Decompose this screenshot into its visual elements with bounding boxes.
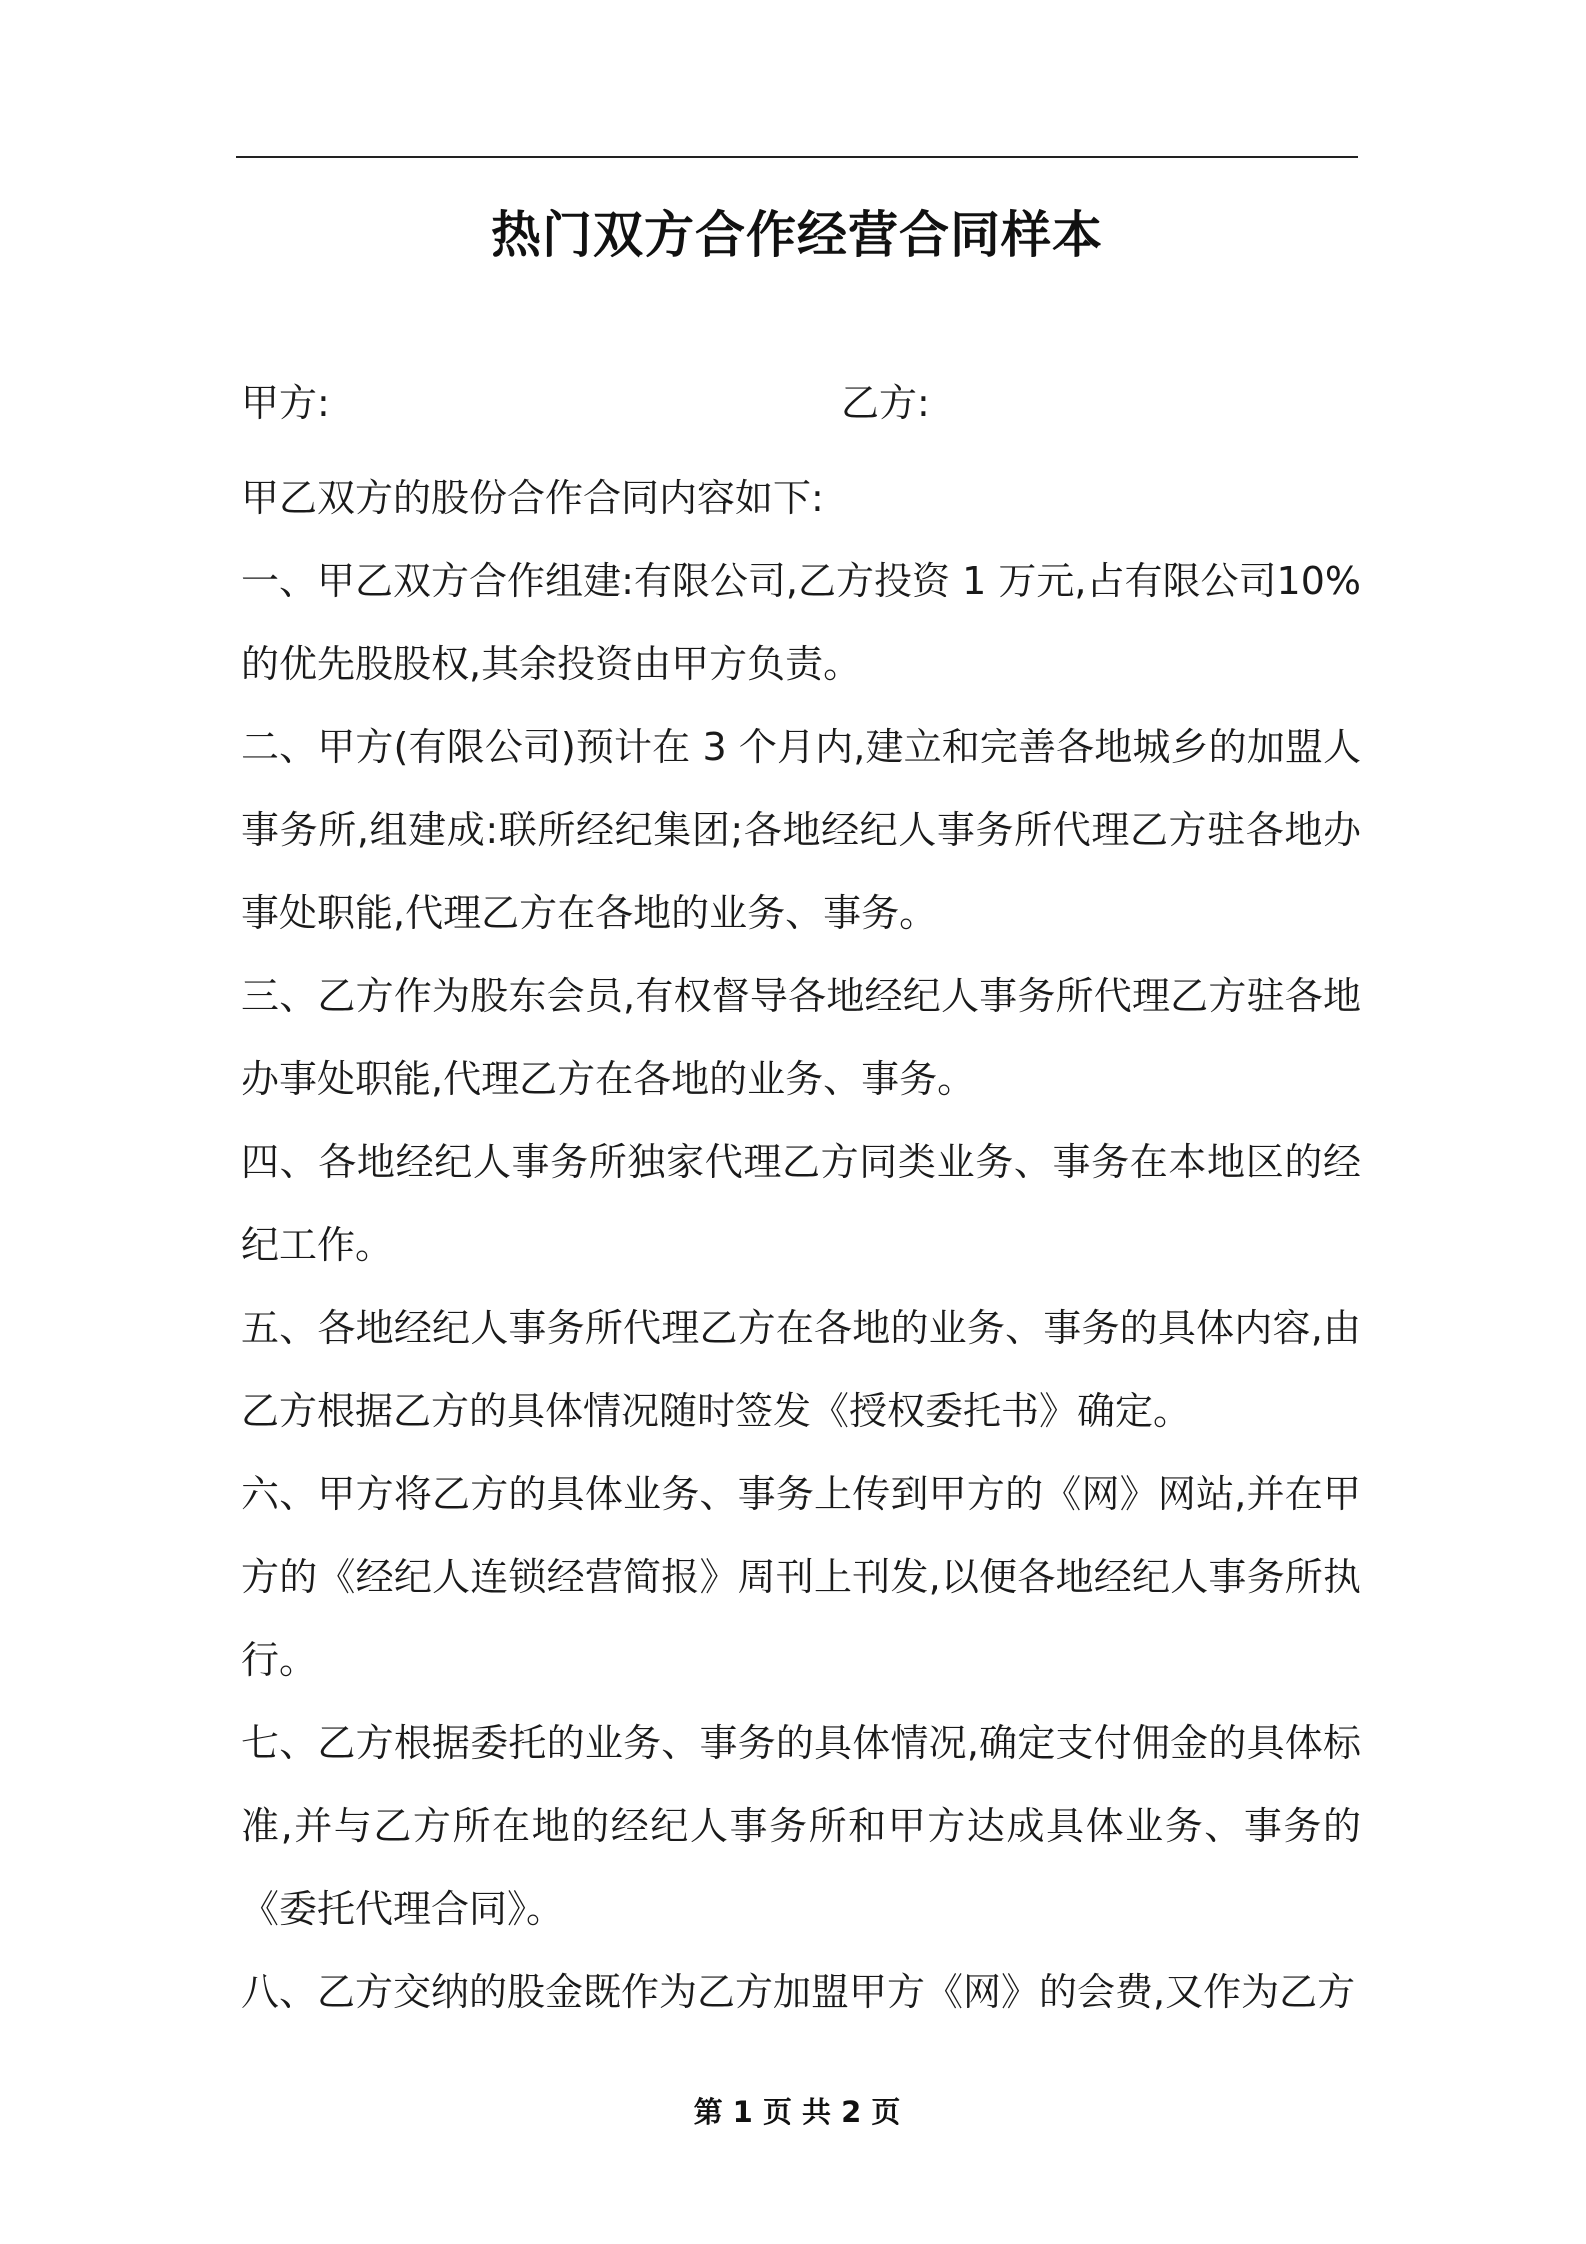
header-rule [236, 156, 1358, 158]
document-title: 热门双方合作经营合同样本 [491, 206, 1103, 264]
clause-4: 四、各地经纪人事务所独家代理乙方同类业务、事务在本地区的经纪工作。 [241, 1140, 1361, 1267]
contract-intro: 甲乙双方的股份合作合同内容如下: [241, 476, 824, 520]
clause-2: 二、甲方(有限公司)预计在 3 个月内,建立和完善各地城乡的加盟人事务所,组建成:联所经纪集团;各地经纪人事务所代理乙方驻各地办事处职能,代理乙方在各地的业务、事务。 [241, 725, 1361, 935]
page-number: 第 1 页 共 2 页 [693, 2095, 901, 2129]
clause-3: 三、乙方作为股东会员,有权督导各地经纪人事务所代理乙方驻各地办事处职能,代理乙方在各地的业务、事务。 [241, 974, 1361, 1101]
clause-6: 六、甲方将乙方的具体业务、事务上传到甲方的《网》网站,并在甲方的《经纪人连锁经营简报》周刊上刊发,以便各地经纪人事务所执行。 [241, 1472, 1361, 1682]
clause-1: 一、甲乙双方合作组建:有限公司,乙方投资 1 万元,占有限公司10%的优先股股权,其余投资由甲方负责。 [241, 559, 1361, 686]
party-b-label: 乙方: [841, 381, 930, 425]
clause-5: 五、各地经纪人事务所代理乙方在各地的业务、事务的具体内容,由乙方根据乙方的具体情况随时签发《授权委托书》确定。 [241, 1306, 1361, 1433]
clause-7: 七、乙方根据委托的业务、事务的具体情况,确定支付佣金的具体标准,并与乙方所在地的经纪人事务所和甲方达成具体业务、事务的《委托代理合同》。 [241, 1721, 1361, 1931]
clause-8: 八、乙方交纳的股金既作为乙方加盟甲方《网》的会费,又作为乙方 [241, 1970, 1356, 2014]
contract-body [241, 457, 1361, 2034]
party-a-label: 甲方: [241, 381, 330, 425]
